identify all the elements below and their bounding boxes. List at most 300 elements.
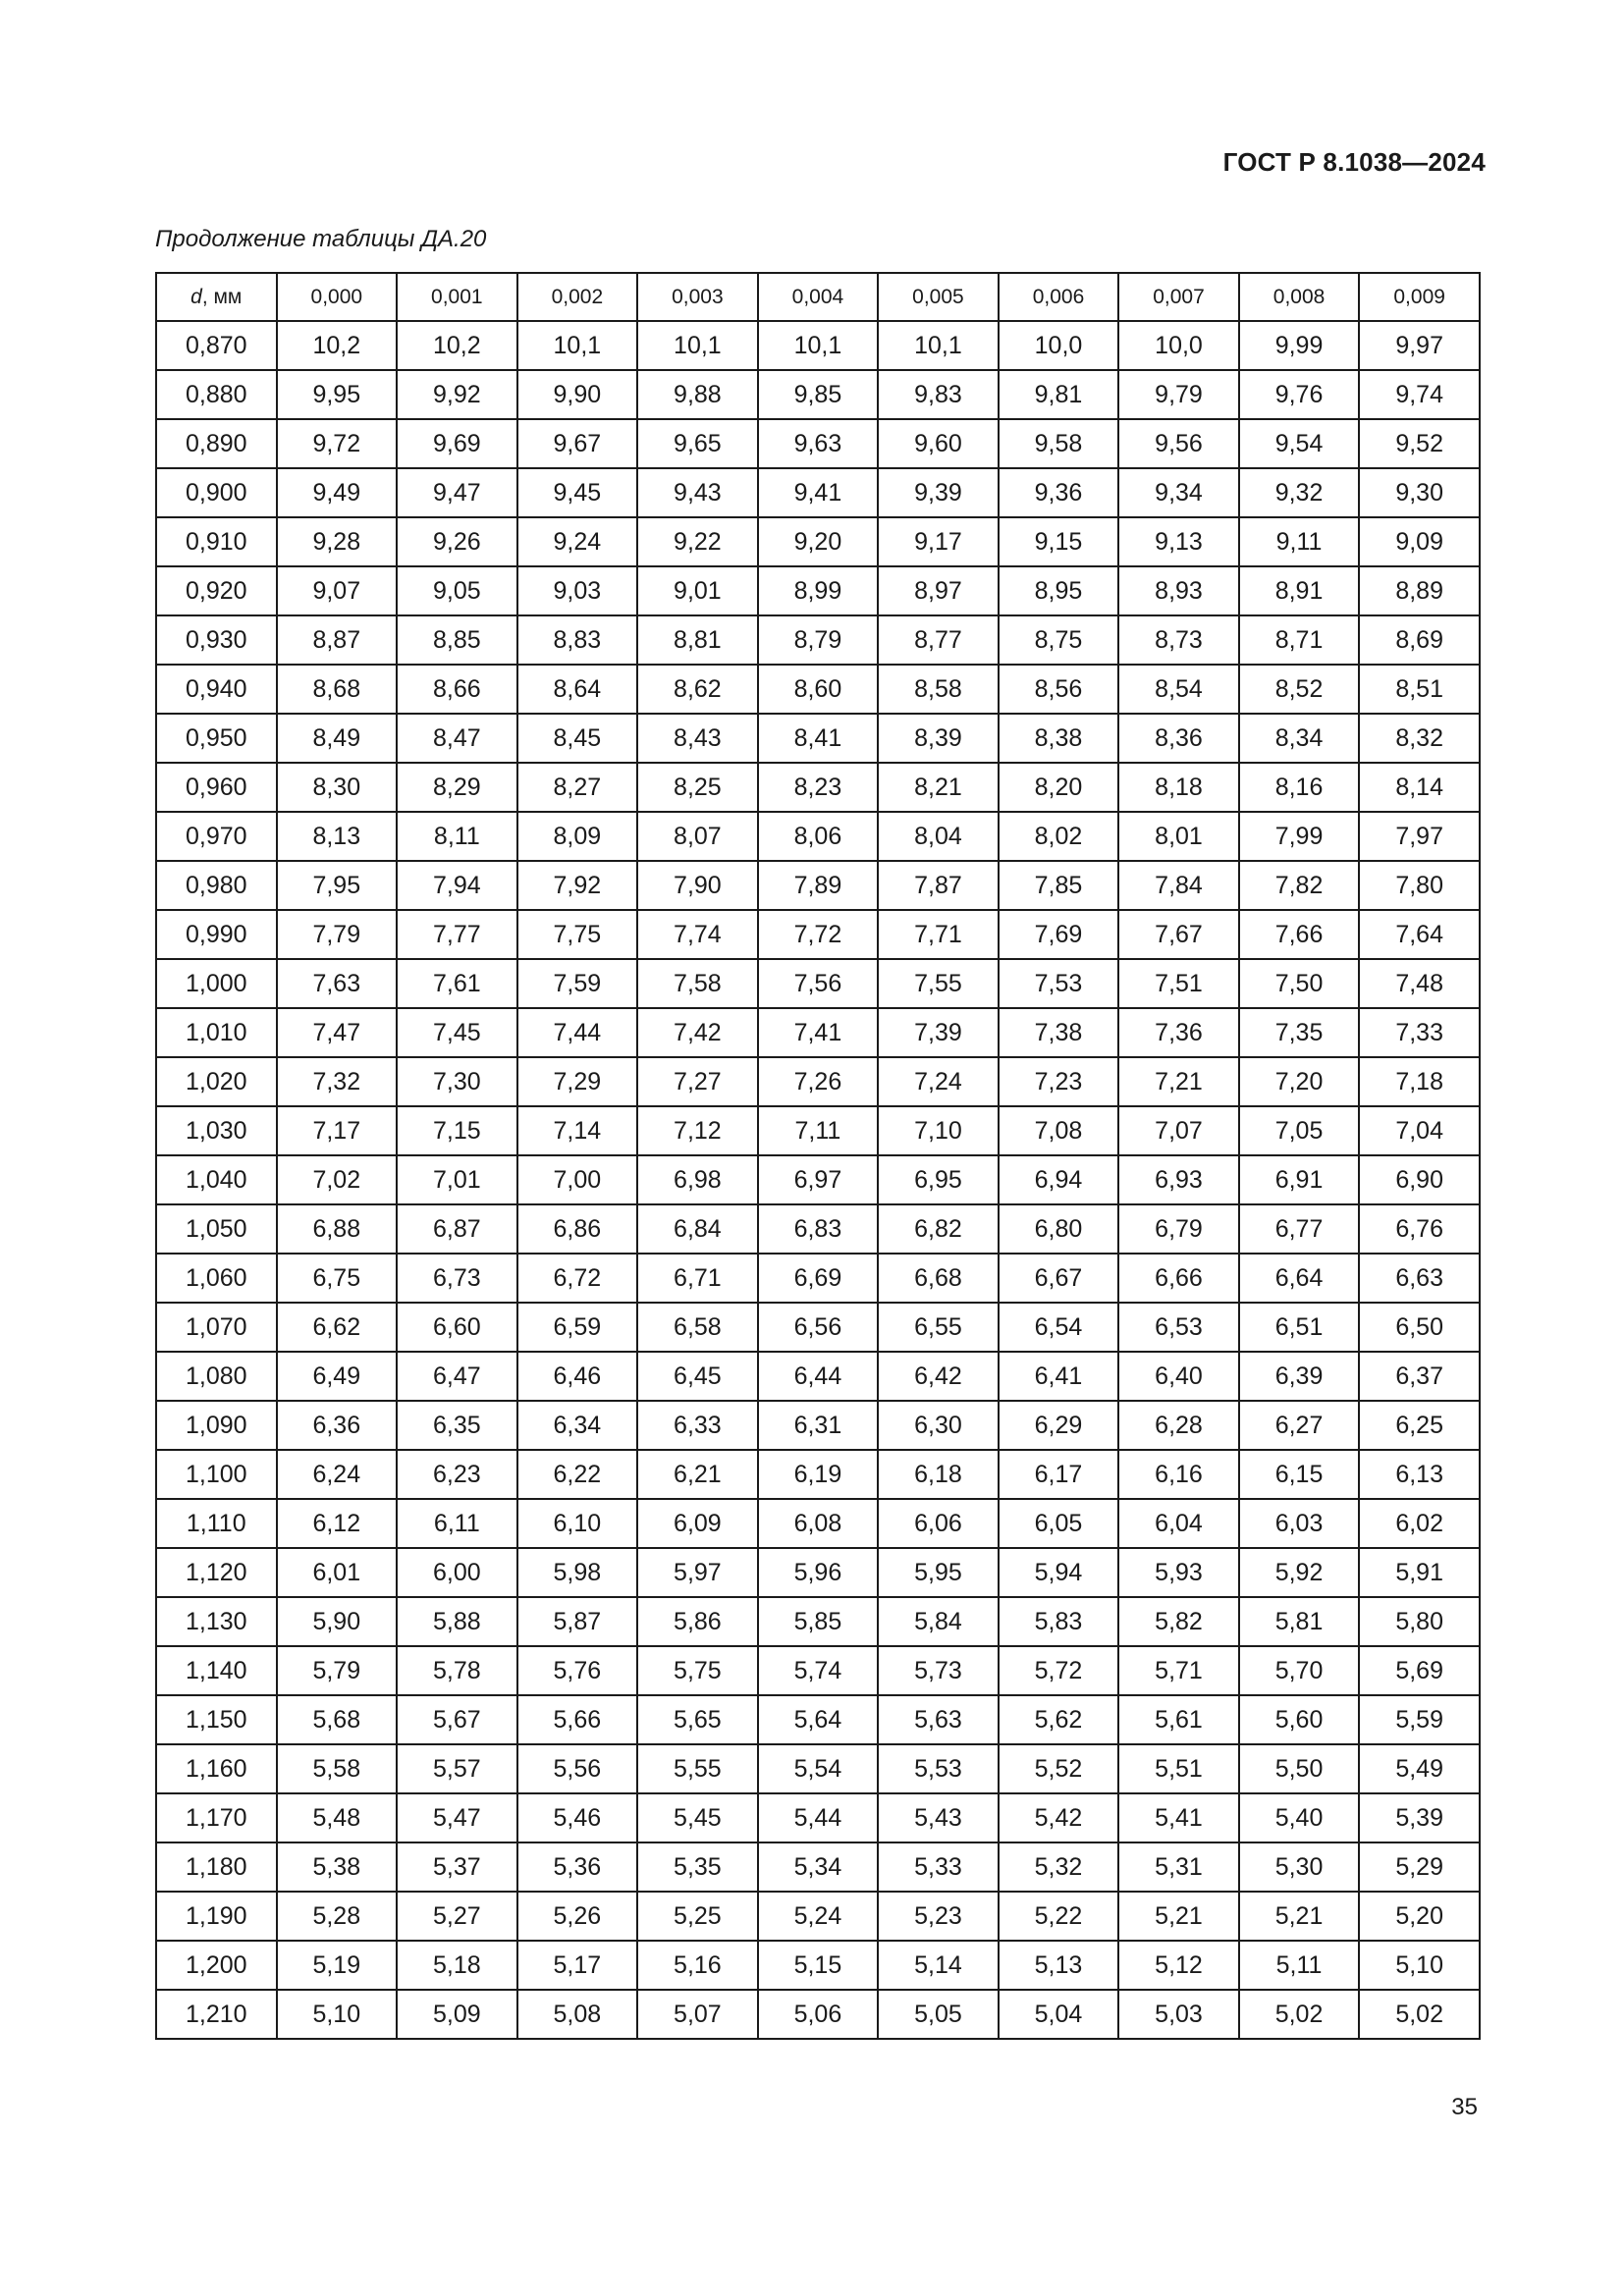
- table-cell: 9,56: [1118, 419, 1239, 468]
- table-cell: 8,89: [1359, 566, 1480, 615]
- table-cell: 5,31: [1118, 1842, 1239, 1892]
- table-cell: 5,73: [878, 1646, 999, 1695]
- table-cell: 8,06: [758, 812, 879, 861]
- table-cell: 5,21: [1118, 1892, 1239, 1941]
- table-cell: 5,72: [999, 1646, 1119, 1695]
- table-cell: 8,43: [637, 714, 758, 763]
- table-cell: 7,07: [1118, 1106, 1239, 1155]
- table-cell: 5,94: [999, 1548, 1119, 1597]
- table-cell: 8,73: [1118, 615, 1239, 665]
- table-cell: 5,04: [999, 1990, 1119, 2039]
- table-row: [156, 1057, 1480, 1106]
- table-cell: 5,50: [1239, 1744, 1360, 1793]
- table-cell: 9,90: [517, 370, 638, 419]
- row-header-cell: 0,890: [156, 419, 277, 468]
- table-cell: 6,40: [1118, 1352, 1239, 1401]
- table-cell: 7,02: [277, 1155, 398, 1204]
- table-cell: 5,59: [1359, 1695, 1480, 1744]
- table-cell: 6,10: [517, 1499, 638, 1548]
- table-cell: 10,1: [517, 321, 638, 370]
- table-cell: 6,45: [637, 1352, 758, 1401]
- table-cell: 5,53: [878, 1744, 999, 1793]
- table-row: [156, 1646, 1480, 1695]
- table-cell: 9,99: [1239, 321, 1360, 370]
- table-cell: 6,01: [277, 1548, 398, 1597]
- table-cell: 7,87: [878, 861, 999, 910]
- table-cell: 7,30: [397, 1057, 517, 1106]
- table-cell: 5,91: [1359, 1548, 1480, 1597]
- table-cell: 6,77: [1239, 1204, 1360, 1254]
- table-cell: 7,99: [1239, 812, 1360, 861]
- table-cell: 5,98: [517, 1548, 638, 1597]
- table-cell: 5,10: [277, 1990, 398, 2039]
- table-row: [156, 1106, 1480, 1155]
- table-cell: 5,96: [758, 1548, 879, 1597]
- table-cell: 6,83: [758, 1204, 879, 1254]
- table-cell: 5,84: [878, 1597, 999, 1646]
- table-row: [156, 1793, 1480, 1842]
- table-cell: 8,93: [1118, 566, 1239, 615]
- table-cell: 10,1: [637, 321, 758, 370]
- table-cell: 6,56: [758, 1303, 879, 1352]
- table-cell: 9,22: [637, 517, 758, 566]
- table-cell: 8,60: [758, 665, 879, 714]
- table-cell: 8,81: [637, 615, 758, 665]
- table-cell: 5,92: [1239, 1548, 1360, 1597]
- table-cell: 5,39: [1359, 1793, 1480, 1842]
- table-cell: 6,71: [637, 1254, 758, 1303]
- table-cell: 8,54: [1118, 665, 1239, 714]
- table-cell: 7,72: [758, 910, 879, 959]
- table-row: [156, 1548, 1480, 1597]
- table-cell: 7,61: [397, 959, 517, 1008]
- table-cell: 5,13: [999, 1941, 1119, 1990]
- column-header: 0,009: [1359, 273, 1480, 321]
- table-cell: 8,77: [878, 615, 999, 665]
- table-cell: 5,06: [758, 1990, 879, 2039]
- table-cell: 9,24: [517, 517, 638, 566]
- table-cell: 9,69: [397, 419, 517, 468]
- table-cell: 7,82: [1239, 861, 1360, 910]
- table-cell: 7,53: [999, 959, 1119, 1008]
- table-cell: 8,16: [1239, 763, 1360, 812]
- table-cell: 9,26: [397, 517, 517, 566]
- table-cell: 9,39: [878, 468, 999, 517]
- table-cell: 7,08: [999, 1106, 1119, 1155]
- table-cell: 6,22: [517, 1450, 638, 1499]
- table-row: [156, 714, 1480, 763]
- column-header-d: [156, 273, 277, 321]
- table-cell: 7,97: [1359, 812, 1480, 861]
- table-cell: 5,24: [758, 1892, 879, 1941]
- table-row: [156, 1450, 1480, 1499]
- table-cell: 9,20: [758, 517, 879, 566]
- table-cell: 8,51: [1359, 665, 1480, 714]
- table-cell: 7,29: [517, 1057, 638, 1106]
- table-cell: 6,49: [277, 1352, 398, 1401]
- table-cell: 5,25: [637, 1892, 758, 1941]
- table-cell: 7,47: [277, 1008, 398, 1057]
- table-cell: 6,09: [637, 1499, 758, 1548]
- table-cell: 5,58: [277, 1744, 398, 1793]
- table-cell: 8,02: [999, 812, 1119, 861]
- row-header-cell: 0,920: [156, 566, 277, 615]
- table-cell: 6,44: [758, 1352, 879, 1401]
- table-cell: 5,07: [637, 1990, 758, 2039]
- table-cell: 7,84: [1118, 861, 1239, 910]
- table-cell: 5,38: [277, 1842, 398, 1892]
- column-header: 0,001: [397, 273, 517, 321]
- table-cell: 5,63: [878, 1695, 999, 1744]
- table-cell: 7,50: [1239, 959, 1360, 1008]
- table-cell: 5,85: [758, 1597, 879, 1646]
- table-cell: 6,24: [277, 1450, 398, 1499]
- table-cell: 5,11: [1239, 1941, 1360, 1990]
- table-cell: 6,93: [1118, 1155, 1239, 1204]
- table-cell: 6,87: [397, 1204, 517, 1254]
- table-cell: 8,09: [517, 812, 638, 861]
- table-cell: 7,41: [758, 1008, 879, 1057]
- column-header-d-symbol: d: [190, 285, 202, 308]
- table-cell: 5,02: [1359, 1990, 1480, 2039]
- table-row: [156, 959, 1480, 1008]
- row-header-cell: 1,150: [156, 1695, 277, 1744]
- table-cell: 5,88: [397, 1597, 517, 1646]
- table-row: [156, 1155, 1480, 1204]
- table-cell: 6,15: [1239, 1450, 1360, 1499]
- table-cell: 7,58: [637, 959, 758, 1008]
- table-cell: 9,88: [637, 370, 758, 419]
- table-cell: 6,97: [758, 1155, 879, 1204]
- table-cell: 8,36: [1118, 714, 1239, 763]
- table-cell: 5,37: [397, 1842, 517, 1892]
- table-cell: 9,43: [637, 468, 758, 517]
- row-header-cell: 1,010: [156, 1008, 277, 1057]
- table-cell: 5,30: [1239, 1842, 1360, 1892]
- row-header-cell: 1,080: [156, 1352, 277, 1401]
- table-cell: 7,63: [277, 959, 398, 1008]
- row-header-cell: 1,000: [156, 959, 277, 1008]
- table-cell: 10,0: [1118, 321, 1239, 370]
- table-cell: 6,86: [517, 1204, 638, 1254]
- table-row: [156, 517, 1480, 566]
- table-cell: 5,43: [878, 1793, 999, 1842]
- table-cell: 8,14: [1359, 763, 1480, 812]
- table-cell: 10,2: [277, 321, 398, 370]
- table-cell: 9,15: [999, 517, 1119, 566]
- table-cell: 7,90: [637, 861, 758, 910]
- column-header: 0,003: [637, 273, 758, 321]
- table-cell: 9,58: [999, 419, 1119, 468]
- row-header-cell: 1,020: [156, 1057, 277, 1106]
- table-cell: 6,34: [517, 1401, 638, 1450]
- table-cell: 6,25: [1359, 1401, 1480, 1450]
- row-header-cell: 1,170: [156, 1793, 277, 1842]
- table-cell: 5,51: [1118, 1744, 1239, 1793]
- table-cell: 8,71: [1239, 615, 1360, 665]
- row-header-cell: 1,190: [156, 1892, 277, 1941]
- table-cell: 6,69: [758, 1254, 879, 1303]
- table-cell: 5,18: [397, 1941, 517, 1990]
- table-row: [156, 370, 1480, 419]
- table-cell: 7,75: [517, 910, 638, 959]
- table-cell: 5,52: [999, 1744, 1119, 1793]
- table-cell: 9,76: [1239, 370, 1360, 419]
- table-cell: 5,35: [637, 1842, 758, 1892]
- row-header-cell: 1,140: [156, 1646, 277, 1695]
- row-header-cell: 1,090: [156, 1401, 277, 1450]
- row-header-cell: 0,910: [156, 517, 277, 566]
- table-cell: 6,55: [878, 1303, 999, 1352]
- table-cell: 5,70: [1239, 1646, 1360, 1695]
- table-cell: 5,75: [637, 1646, 758, 1695]
- table-cell: 5,27: [397, 1892, 517, 1941]
- table-cell: 6,33: [637, 1401, 758, 1450]
- table-cell: 7,67: [1118, 910, 1239, 959]
- table-cell: 9,45: [517, 468, 638, 517]
- table-cell: 10,2: [397, 321, 517, 370]
- table-cell: 6,30: [878, 1401, 999, 1450]
- table-cell: 9,41: [758, 468, 879, 517]
- table-cell: 6,67: [999, 1254, 1119, 1303]
- table-cell: 7,01: [397, 1155, 517, 1204]
- table-cell: 8,41: [758, 714, 879, 763]
- table-cell: 5,87: [517, 1597, 638, 1646]
- table-row: [156, 1254, 1480, 1303]
- table-row: [156, 1204, 1480, 1254]
- table-cell: 9,17: [878, 517, 999, 566]
- table-cell: 6,98: [637, 1155, 758, 1204]
- table-cell: 8,38: [999, 714, 1119, 763]
- table-cell: 7,24: [878, 1057, 999, 1106]
- table-cell: 8,11: [397, 812, 517, 861]
- row-header-cell: 1,030: [156, 1106, 277, 1155]
- table-cell: 8,25: [637, 763, 758, 812]
- table-cell: 6,19: [758, 1450, 879, 1499]
- table-cell: 6,68: [878, 1254, 999, 1303]
- table-cell: 5,65: [637, 1695, 758, 1744]
- table-cell: 8,99: [758, 566, 879, 615]
- table-cell: 5,28: [277, 1892, 398, 1941]
- table-row: [156, 861, 1480, 910]
- table-cell: 5,67: [397, 1695, 517, 1744]
- table-cell: 6,06: [878, 1499, 999, 1548]
- table-cell: 5,33: [878, 1842, 999, 1892]
- table-cell: 6,29: [999, 1401, 1119, 1450]
- table-cell: 10,0: [999, 321, 1119, 370]
- table-cell: 7,38: [999, 1008, 1119, 1057]
- table-cell: 6,41: [999, 1352, 1119, 1401]
- table-cell: 6,59: [517, 1303, 638, 1352]
- table-cell: 5,44: [758, 1793, 879, 1842]
- table-cell: 9,97: [1359, 321, 1480, 370]
- table-cell: 8,47: [397, 714, 517, 763]
- table-cell: 5,79: [277, 1646, 398, 1695]
- table-row: [156, 665, 1480, 714]
- row-header-cell: 0,870: [156, 321, 277, 370]
- table-cell: 8,13: [277, 812, 398, 861]
- table-cell: 6,03: [1239, 1499, 1360, 1548]
- table-cell: 9,85: [758, 370, 879, 419]
- table-cell: 7,64: [1359, 910, 1480, 959]
- row-header-cell: 1,120: [156, 1548, 277, 1597]
- table-cell: 6,64: [1239, 1254, 1360, 1303]
- table-cell: 5,93: [1118, 1548, 1239, 1597]
- table-cell: 7,33: [1359, 1008, 1480, 1057]
- table-cell: 5,10: [1359, 1941, 1480, 1990]
- table-cell: 7,79: [277, 910, 398, 959]
- table-cell: 8,75: [999, 615, 1119, 665]
- table-cell: 5,82: [1118, 1597, 1239, 1646]
- table-cell: 8,07: [637, 812, 758, 861]
- table-row: [156, 1892, 1480, 1941]
- table-cell: 5,57: [397, 1744, 517, 1793]
- table-cell: 5,69: [1359, 1646, 1480, 1695]
- table-cell: 9,67: [517, 419, 638, 468]
- table-cell: 8,97: [878, 566, 999, 615]
- table-cell: 7,80: [1359, 861, 1480, 910]
- table-cell: 8,62: [637, 665, 758, 714]
- table-cell: 7,15: [397, 1106, 517, 1155]
- table-cell: 5,71: [1118, 1646, 1239, 1695]
- table-cell: 7,55: [878, 959, 999, 1008]
- table-cell: 9,36: [999, 468, 1119, 517]
- row-header-cell: 0,880: [156, 370, 277, 419]
- header-row: [156, 273, 1480, 321]
- table-cell: 6,12: [277, 1499, 398, 1548]
- table-cell: 7,59: [517, 959, 638, 1008]
- table-cell: 5,54: [758, 1744, 879, 1793]
- table-cell: 9,81: [999, 370, 1119, 419]
- table-row: [156, 1597, 1480, 1646]
- table-cell: 5,16: [637, 1941, 758, 1990]
- table-cell: 8,69: [1359, 615, 1480, 665]
- table-cell: 9,60: [878, 419, 999, 468]
- table-cell: 8,95: [999, 566, 1119, 615]
- table-cell: 8,58: [878, 665, 999, 714]
- table-cell: 7,71: [878, 910, 999, 959]
- table-cell: 6,72: [517, 1254, 638, 1303]
- table-cell: 7,12: [637, 1106, 758, 1155]
- table-cell: 7,69: [999, 910, 1119, 959]
- table-cell: 8,27: [517, 763, 638, 812]
- table-cell: 6,76: [1359, 1204, 1480, 1254]
- table-cell: 8,18: [1118, 763, 1239, 812]
- row-header-cell: 0,980: [156, 861, 277, 910]
- table-cell: 5,49: [1359, 1744, 1480, 1793]
- table-cell: 6,88: [277, 1204, 398, 1254]
- row-header-cell: 0,970: [156, 812, 277, 861]
- table-cell: 7,17: [277, 1106, 398, 1155]
- table-cell: 6,47: [397, 1352, 517, 1401]
- table-cell: 5,90: [277, 1597, 398, 1646]
- table-cell: 5,45: [637, 1793, 758, 1842]
- table-cell: 6,08: [758, 1499, 879, 1548]
- row-header-cell: 1,070: [156, 1303, 277, 1352]
- column-header: 0,007: [1118, 273, 1239, 321]
- table-header: [156, 273, 1480, 321]
- table-cell: 6,94: [999, 1155, 1119, 1204]
- table-cell: 7,00: [517, 1155, 638, 1204]
- table-cell: 9,79: [1118, 370, 1239, 419]
- table-cell: 5,36: [517, 1842, 638, 1892]
- table-cell: 7,35: [1239, 1008, 1360, 1057]
- table-cell: 9,07: [277, 566, 398, 615]
- table-cell: 6,13: [1359, 1450, 1480, 1499]
- table-cell: 9,52: [1359, 419, 1480, 468]
- table-cell: 7,27: [637, 1057, 758, 1106]
- table-cell: 9,30: [1359, 468, 1480, 517]
- table-cell: 7,36: [1118, 1008, 1239, 1057]
- table-cell: 6,31: [758, 1401, 879, 1450]
- table-cell: 7,48: [1359, 959, 1480, 1008]
- table-cell: 5,46: [517, 1793, 638, 1842]
- table-cell: 8,83: [517, 615, 638, 665]
- table-cell: 6,51: [1239, 1303, 1360, 1352]
- table-cell: 6,82: [878, 1204, 999, 1254]
- table-cell: 6,00: [397, 1548, 517, 1597]
- table-cell: 5,80: [1359, 1597, 1480, 1646]
- row-header-cell: 1,040: [156, 1155, 277, 1204]
- table-cell: 6,54: [999, 1303, 1119, 1352]
- table-cell: 5,56: [517, 1744, 638, 1793]
- table-cell: 8,87: [277, 615, 398, 665]
- data-table: [155, 272, 1481, 2040]
- row-header-cell: 0,930: [156, 615, 277, 665]
- table-cell: 7,42: [637, 1008, 758, 1057]
- table-row: [156, 468, 1480, 517]
- table-cell: 7,11: [758, 1106, 879, 1155]
- column-header: 0,006: [999, 273, 1119, 321]
- table-cell: 8,04: [878, 812, 999, 861]
- table-body: [156, 321, 1480, 2039]
- table-cell: 5,12: [1118, 1941, 1239, 1990]
- table-cell: 7,32: [277, 1057, 398, 1106]
- table-cell: 9,47: [397, 468, 517, 517]
- row-header-cell: 1,050: [156, 1204, 277, 1254]
- table-cell: 6,17: [999, 1450, 1119, 1499]
- table-row: [156, 1401, 1480, 1450]
- table-row: [156, 910, 1480, 959]
- table-cell: 8,68: [277, 665, 398, 714]
- table-row: [156, 812, 1480, 861]
- row-header-cell: 1,110: [156, 1499, 277, 1548]
- table-cell: 5,17: [517, 1941, 638, 1990]
- table-cell: 5,60: [1239, 1695, 1360, 1744]
- table-cell: 6,66: [1118, 1254, 1239, 1303]
- table-cell: 5,26: [517, 1892, 638, 1941]
- table-cell: 5,86: [637, 1597, 758, 1646]
- table-cell: 7,94: [397, 861, 517, 910]
- table-cell: 7,21: [1118, 1057, 1239, 1106]
- row-header-cell: 0,900: [156, 468, 277, 517]
- table-cell: 5,02: [1239, 1990, 1360, 2039]
- table-cell: 7,45: [397, 1008, 517, 1057]
- table-row: [156, 1941, 1480, 1990]
- column-header: 0,005: [878, 273, 999, 321]
- table-cell: 5,23: [878, 1892, 999, 1941]
- table-cell: 6,80: [999, 1204, 1119, 1254]
- table-cell: 6,53: [1118, 1303, 1239, 1352]
- table-cell: 10,1: [878, 321, 999, 370]
- table-cell: 6,75: [277, 1254, 398, 1303]
- table-row: [156, 1695, 1480, 1744]
- table-cell: 6,04: [1118, 1499, 1239, 1548]
- row-header-cell: 1,200: [156, 1941, 277, 1990]
- table-cell: 5,61: [1118, 1695, 1239, 1744]
- table-cell: 6,02: [1359, 1499, 1480, 1548]
- table-cell: 9,13: [1118, 517, 1239, 566]
